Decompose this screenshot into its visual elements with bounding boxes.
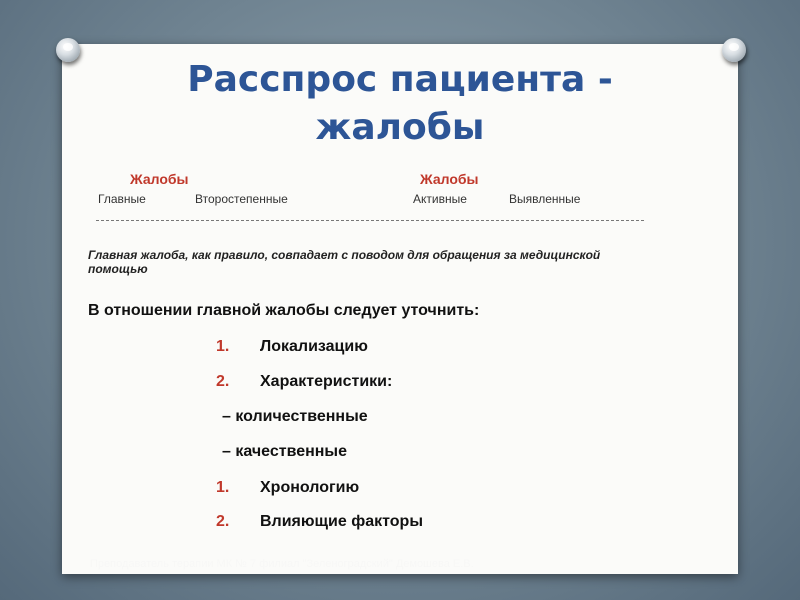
subtype-revealed: Выявленные bbox=[509, 192, 581, 206]
list-item-number: 2. bbox=[216, 373, 230, 390]
complaints-header-right: Жалобы bbox=[420, 171, 479, 187]
qualitative-item: – качественные bbox=[222, 443, 347, 460]
main-complaint-note: Главная жалоба, как правило, совпадает с поводом для обращения за медицинской помощью bbox=[88, 248, 601, 276]
subtype-main: Главные bbox=[98, 192, 146, 206]
list-item-text: Локализацию bbox=[260, 338, 368, 355]
list-item-number: 1. bbox=[216, 479, 230, 496]
list-item-text: Характеристики: bbox=[260, 373, 393, 390]
title-line-2: жалобы bbox=[315, 107, 485, 148]
list-item-number: 1. bbox=[216, 338, 230, 355]
subtype-active: Активные bbox=[413, 192, 467, 206]
subtype-secondary: Второстепенные bbox=[195, 192, 288, 206]
list-item-text: Влияющие факторы bbox=[260, 513, 423, 530]
list-item-text: Хронологию bbox=[260, 479, 360, 496]
footer-credit: Преподаватель терапии МК № 7 филиал "Зеленоградский" Демошева Е.В. bbox=[90, 558, 474, 570]
complaints-header-left: Жалобы bbox=[130, 171, 189, 187]
list-item-number: 2. bbox=[216, 513, 230, 530]
clarify-heading: В отношении главной жалобы следует уточнить: bbox=[88, 302, 480, 319]
dashed-divider bbox=[96, 220, 644, 221]
title-line-1: Расспрос пациента - bbox=[187, 59, 613, 100]
quantitative-item: – количественные bbox=[222, 408, 368, 425]
slide-title bbox=[62, 56, 738, 152]
